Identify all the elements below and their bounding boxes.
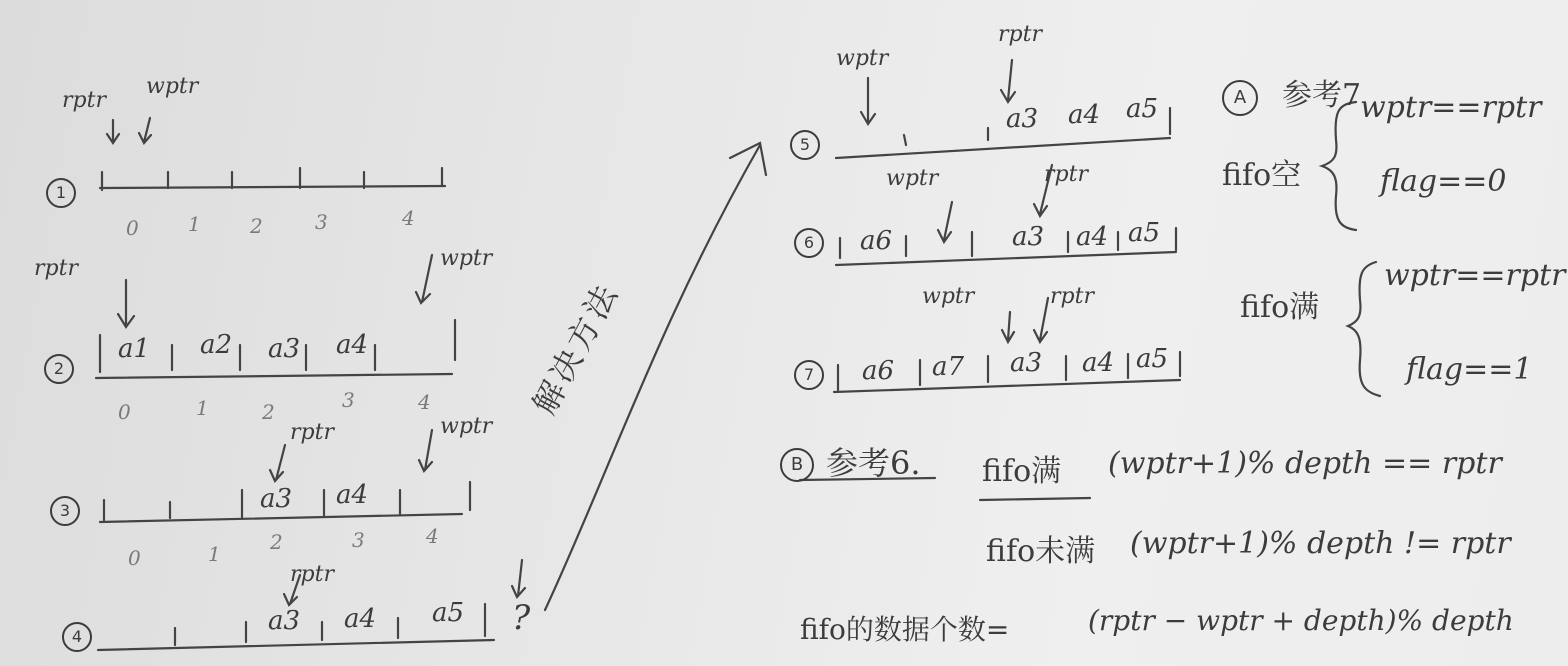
fifo-count-expression: (rptr − wptr + depth)% depth — [1088, 604, 1514, 637]
d2-cell-1: a2 — [200, 330, 233, 360]
fifo-full-label-b: fifo满 — [982, 454, 1062, 489]
d7-wptr-label: wptr — [922, 284, 975, 309]
d2-wptr-label: wptr — [440, 246, 493, 271]
d4-question-mark: ? — [512, 598, 531, 638]
d4-cell-2: a5 — [432, 598, 465, 628]
d6-wptr-arrow — [938, 202, 952, 242]
note-a-reference: 参考7 — [1282, 78, 1362, 113]
diagram-5-number: 5 — [790, 130, 820, 160]
d1-wptr-label: wptr — [146, 74, 199, 99]
d1-rptr-arrow — [107, 120, 119, 143]
d5-cell-1: a4 — [1068, 100, 1101, 130]
d3-baseline — [100, 514, 462, 522]
d4-baseline — [98, 640, 494, 650]
d2-index-2: 2 — [262, 400, 275, 424]
fifo-full-condition-1: wptr==rptr — [1384, 258, 1566, 293]
d5-cell-2: a5 — [1126, 94, 1159, 124]
d6-cell-2: a4 — [1076, 222, 1109, 252]
d2-rptr-arrow — [118, 280, 134, 327]
d4-rptr-label: rptr — [290, 562, 334, 587]
d1-wptr-arrow — [139, 118, 151, 143]
d6-rptr-label: rptr — [1044, 162, 1088, 187]
d5-baseline — [836, 138, 1170, 158]
solution-arrow-label: 解决方法 — [525, 275, 627, 421]
brace-empty — [1322, 102, 1356, 230]
diagram-1-number: 1 — [46, 178, 76, 208]
d6-cell-3: a5 — [1128, 218, 1161, 248]
d2-index-0: 0 — [118, 400, 131, 424]
d7-cell-1: a7 — [932, 352, 965, 382]
d2-cell-3: a4 — [336, 330, 369, 360]
d3-wptr-arrow — [419, 430, 432, 471]
fifo-full-label: fifo满 — [1240, 290, 1320, 325]
d6-cell-1: a3 — [1012, 222, 1045, 252]
d4-cell-1: a4 — [344, 604, 377, 634]
fifo-full-expression: (wptr+1)% depth == rptr — [1108, 446, 1502, 481]
fifo-count-label: fifo的数据个数= — [800, 613, 1010, 646]
d2-index-4: 4 — [418, 390, 431, 414]
d2-rptr-label: rptr — [34, 256, 78, 281]
fifo-not-full-expression: (wptr+1)% depth != rptr — [1130, 526, 1511, 561]
d3-cell-0: a3 — [260, 484, 293, 514]
d1-rptr-label: rptr — [62, 88, 106, 113]
d1-baseline — [100, 186, 445, 188]
d1-index-2: 2 — [250, 214, 263, 238]
fifo-full-condition-2: flag==1 — [1406, 352, 1533, 387]
solution-arrowhead — [730, 143, 766, 175]
d4-cell-0: a3 — [268, 606, 301, 636]
d5-wptr-label: wptr — [836, 46, 889, 71]
d7-rptr-arrow — [1034, 298, 1048, 342]
d7-rptr-label: rptr — [1050, 284, 1094, 309]
d2-index-1: 1 — [196, 396, 209, 420]
d3-index-3: 3 — [352, 528, 365, 552]
d2-index-3: 3 — [342, 388, 355, 412]
d5-wptr-arrow — [861, 78, 875, 124]
d7-cell-0: a6 — [862, 356, 895, 386]
d7-cell-2: a3 — [1010, 348, 1043, 378]
d3-rptr-arrow — [270, 445, 285, 481]
d3-rptr-label: rptr — [290, 420, 334, 445]
underline-fifo-full — [980, 498, 1090, 500]
d5-rptr-label: rptr — [998, 22, 1042, 47]
d1-index-1: 1 — [188, 212, 201, 236]
diagram-7-number: 7 — [794, 360, 824, 390]
fifo-empty-condition-1: wptr==rptr — [1360, 90, 1542, 125]
diagram-6-number: 6 — [794, 228, 824, 258]
d7-wptr-arrow — [1002, 312, 1014, 342]
d2-cell-2: a3 — [268, 334, 301, 364]
d3-cell-1: a4 — [336, 480, 369, 510]
d5-rptr-arrow — [1001, 60, 1015, 102]
d3-index-0: 0 — [128, 546, 141, 570]
d2-wptr-arrow — [416, 255, 432, 303]
d1-index-0: 0 — [126, 216, 139, 240]
diagram-2-number: 2 — [44, 354, 74, 384]
d5-cell-0: a3 — [1006, 104, 1039, 134]
fifo-empty-label: fifo空 — [1222, 158, 1302, 193]
d2-baseline — [96, 374, 452, 378]
note-b-marker: B — [780, 448, 814, 482]
d2-cell-0: a1 — [118, 334, 151, 364]
d1-index-4: 4 — [402, 206, 415, 230]
d1-index-3: 3 — [315, 210, 328, 234]
d7-cell-4: a5 — [1136, 344, 1169, 374]
diagram-4-number: 4 — [62, 622, 92, 652]
fifo-empty-condition-2: flag==0 — [1380, 164, 1507, 199]
d3-index-1: 1 — [208, 542, 221, 566]
d3-index-2: 2 — [270, 530, 283, 554]
d3-wptr-label: wptr — [440, 414, 493, 439]
fifo-not-full-label: fifo未满 — [986, 534, 1096, 569]
d6-wptr-label: wptr — [886, 166, 939, 191]
d4-question-arrow — [512, 560, 525, 597]
note-b-reference: 参考6. — [826, 444, 921, 482]
d7-cell-3: a4 — [1082, 348, 1115, 378]
d6-cell-0: a6 — [860, 226, 893, 256]
brace-full — [1348, 262, 1380, 396]
diagram-3-number: 3 — [50, 496, 80, 526]
note-a-marker: A — [1222, 80, 1258, 116]
d3-index-4: 4 — [426, 524, 439, 548]
